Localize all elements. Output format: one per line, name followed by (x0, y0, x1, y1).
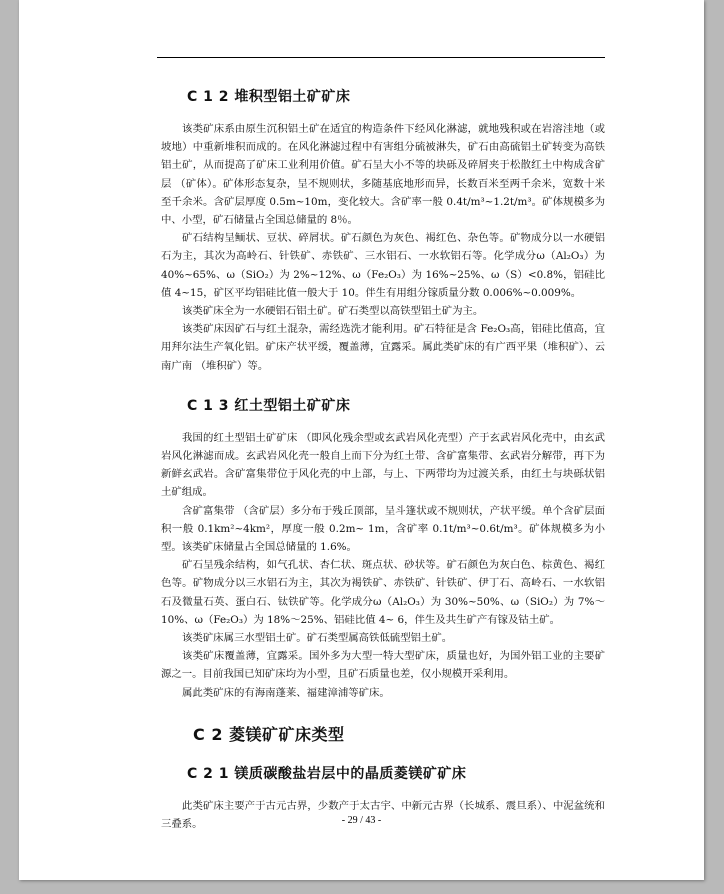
section-c13 (161, 395, 605, 702)
paragraph: 该类矿床全为一水硬铝石铝土矿。矿石类型以高铁型铝土矿为主。 (182, 305, 484, 318)
section-c12 (161, 86, 605, 375)
paragraph: 矿石呈残余结构，如气孔状、杏仁状、斑点状、砂状等。矿石颜色为灰白色、棕黄色、褐红色等。矿物成分以三水铝石为主，其次为褐铁矿、赤铁矿、针铁矿、伊丁石、高岭石、一水软铝石及微量石英、蛋白石、钛铁矿等。化学成分ω（Al₂O₃）为 30%~50%、ω（SiO₂）为 7%～10%、ω（Fe₂O₃）为 18%～25%、铝硅比值 4~ 6，伴生及共生矿产有镓及钴土矿。 (161, 559, 605, 626)
paragraph: 矿石结构呈鲕状、豆状、碎屑状。矿石颜色为灰色、褐红色、杂色等。矿物成分以一水硬铝石为主，其次为高岭石、针铁矿、赤铁矿、三水铝石、一水软铝石等。化学成分ω（Al₂O₃）为 40%~65%、ω（SiO₂）为 2%~12%、ω（Fe₂O₃）为 16%~25%、ω（S）<0.8%，铝硅比值 4~15，矿区平均铝硅比值一般大于 10。伴生有用组分镓质量分数 0.006%~0.009%。 (161, 232, 605, 299)
paragraph: 该类矿床覆盖薄，宜露采。国外多为大型一特大型矿床，质量也好，为国外铝工业的主要矿源之一。目前我国已知矿床均为小型，且矿石质量也差，仅小规模开采利用。 (161, 650, 605, 681)
paragraph: 属此类矿床的有海南蓬莱、福建漳浦等矿床。 (182, 686, 390, 699)
paragraph: 该类矿床因矿石与红土混杂，需经选洗才能利用。矿石特征是含 Fe₂O₃高，铝硅比值高，宜用拜尔法生产氧化铝。矿床产状平缓，覆盖薄，宜露采。属此类矿床的有广西平果（堆积矿）、云南广南 （堆积矿）等。 (161, 323, 605, 372)
paragraph: 此类矿床主要产于古元古界，少数产于太古宇、中新元古界（长城系、震旦系）、中泥盆统和三叠系。 (161, 799, 605, 831)
paragraph: 该类矿床系由原生沉积铝土矿在适宜的构造条件下经风化淋滤，就地残积或在岩溶洼地（或坡地）中重新堆积而成的。在风化淋滤过程中有害组分硫被淋失，矿石由高硫铝土矿转变为高铁铝土矿，从而提高了矿床工业利用价值。矿石呈大小不等的块砾及碎屑夹于松散红土中构成含矿层 （矿体）。矿体形态复杂，呈不规则状，多随基底地形而异，长数百米至两千余米，宽数十米至千余米。含矿层厚度 0.5m~10m，变化较大。含矿率一般 0.4t/m³~1.2t/m³。矿体规模多为中、小型，矿石储量占全国总储量的 8％。 (161, 123, 605, 227)
section-heading: C 1 2 堆积型铝土矿矿床 (187, 89, 351, 105)
document-page (19, 0, 704, 880)
paragraph: 该类矿床属三水型铝土矿。矿石类型属高铁低硫型铝土矿。 (182, 632, 453, 645)
header-rule (157, 57, 605, 58)
paragraph: 我国的红土型铝土矿矿床 （即风化残余型或玄武岩风化壳型）产于玄武岩风化壳中，由玄武岩风化淋滤而成。玄武岩风化壳一般自上而下分为红土带、含矿富集带、玄武岩分解带，再下为新鲜玄武岩。含矿富集带位于风化壳的中上部，与上、下两带均为过渡关系，由红土与块砾状铝土矿组成。 (161, 431, 605, 499)
section-heading: C 2 1 镁质碳酸盐岩层中的晶质菱镁矿矿床 (187, 765, 467, 782)
major-heading: C 2 菱镁矿矿床类型 (193, 724, 345, 744)
page-content (161, 86, 605, 853)
paragraph: 含矿富集带 （含矿层）多分布于残丘顶部，呈斗篷状或不规则状，产状平缓。单个含矿层面积一般 0.1km²~4km²，厚度一般 0.2m~ 1m，含矿率 0.1t/m³~0.6t/m³。矿体规模多为小型。该类矿床储量占全国总储量的 1.6%。 (161, 504, 605, 554)
section-heading: C 1 3 红土型铝土矿矿床 (187, 397, 351, 414)
page-number: - 29 / 43 - (341, 815, 382, 826)
